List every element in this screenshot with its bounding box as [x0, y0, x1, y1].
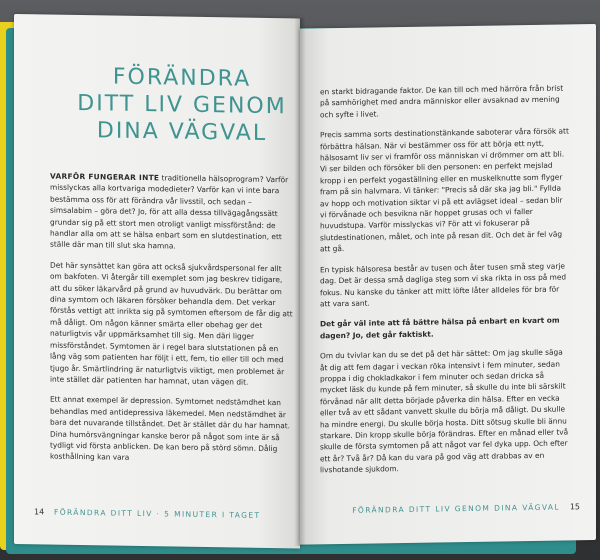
running-footer: FÖRÄNDRA DITT LIV GENOM DINA VÄGVAL — [352, 502, 561, 515]
body-paragraph: en starkt bidragande faktor. De kan till och med härröra från brist på samhörighet med andra människor eller avsaknad av mening och syfte i livet. — [320, 83, 564, 120]
right-page-body — [320, 82, 570, 485]
page-footer — [28, 507, 261, 520]
body-paragraph: En typisk hälsoresa består av tusen och åter tusen små steg varje dag. Det är dessa små dagliga steg som vi ska rikta in oss på med fokus. Nu kanske du tänker att mitt löfte låter alldeles för bra för att vara sant. — [320, 261, 567, 309]
chapter-title-line: FÖRÄNDRA — [112, 64, 252, 92]
body-paragraph — [50, 171, 294, 255]
bold-question: Det går väl inte att få bättre hälsa på enbart en kvart om dagen? Jo, det går faktiskt. — [320, 315, 560, 341]
lead-in: VARFÖR FUNGERAR INTE — [50, 171, 160, 183]
page-footer — [352, 502, 586, 515]
page-number: 15 — [569, 502, 580, 512]
right-page — [300, 24, 596, 545]
paragraph-text: traditionella hälsoprogram? Varför misslyckas alla kortvariga modedieter? Varför kan vi inte bara bestämma oss för att förändra vår livsstil, och sedan – simsalabim – göra det? Jo, för att alla dessa tillvägagångssätt grundar sig på ett stort men otroligt vanligt missförstånd: de handlar alla om att se hälsa enbart som en slutdestination, ett ställe där man till slut ska hamna. — [50, 173, 289, 251]
body-paragraph: Om du tvivlar kan du se det på det här sättet: Om jag skulle säga åt dig att fem dagar i veckan röka intensivt i fem minuter, sedan proppa i dig chokladkakor i fem minuter och sedan dricka så mycket läsk du kunde på fem minuter, så skulle du inte bli särskilt förvånad när allt detta började påverka din hälsa. Efter en vecka eller två av ett sådant vanvett skulle du börja må dåligt. Du skulle ha mindre energi. Du skulle börja hosta. Ditt sötsug skulle bli ännu starkare. Din kropp skulle börja förändras. Efter en månad eller två skulle de första symtomen på att något var fel dyka upp. Och efter ett år? Två år? Då kan du vara på god väg att drabbas av en livshotande sjukdom. — [320, 347, 569, 475]
left-page — [14, 14, 300, 548]
page-number: 14 — [34, 507, 45, 517]
body-paragraph: Precis samma sorts destinationstänkande saboterar våra försök att förbättra hälsan. När vi bestämmer oss för att börja ett nytt, hälsosamt liv ser vi framför oss människan vi drömmer om att bli. Vi ser bilden och försöker bli den personen: en perfekt mejslad kropp i en perfekt yogaställning eller en muskelknutte som flyger fram på sin halvmara. Vi tänker: "Precis så där ska jag bli." Fyllda av hopp och motivation siktar vi på ett avlägset ideal – sedan blir vi förvånade och besvikna när hoppet grusas och vi faller huvudstupa. Varför misslyckas vi? För att vi fokuserar på slutdestinationen, målet, och inte på resan dit. Och det är fel väg att gå. — [320, 126, 569, 254]
body-paragraph: Ett annat exempel är depression. Symtomet nedstämdhet kan behandlas med antidepressiva läkemedel. Men nedstämdhet är bara det nuvarande tillståndet. Det är stället där du har hamnat. Dina humörsvängningar kanske beror på något som inte är så tydligt vid första anblicken. De kan bero på störd sömn. Dålig kosthållning kan vara — [50, 394, 290, 463]
running-footer: FÖRÄNDRA DITT LIV · 5 MINUTER I TAGET — [53, 507, 261, 520]
book-gutter — [294, 18, 306, 546]
chapter-title-line: DITT LIV GENOM — [77, 90, 287, 120]
body-paragraph: Det här synsättet kan göra att också sjukvårdspersonal fer allt om bakfoten. Vi återgår till exemplet som jag beskrev tidigare, att du söker läkarvård på grund av huvudvärk. Du berättar om dina symtom och läkaren försöker behandla dem. Det verkar förstås vettigt att inrikta sig på symtomen eftersom de får dig att må dåligt. Om någon känner smärta eller obehag ger det naturligtvis vår uppmärksamhet till sig. Men däri ligger missförståndet. Symtomen är i regel bara slutstationen på en lång väg som patienten har följt i ett, fem, tio eller till och med tjugo år. Smärtlindring är naturligtvis viktigt, men problemet är inte stället där patienten har hamnat, utan vägen dit. — [50, 260, 293, 387]
left-page-body — [50, 171, 294, 476]
chapter-title-line: DINA VÄGVAL — [96, 118, 268, 146]
chapter-title — [72, 63, 292, 147]
